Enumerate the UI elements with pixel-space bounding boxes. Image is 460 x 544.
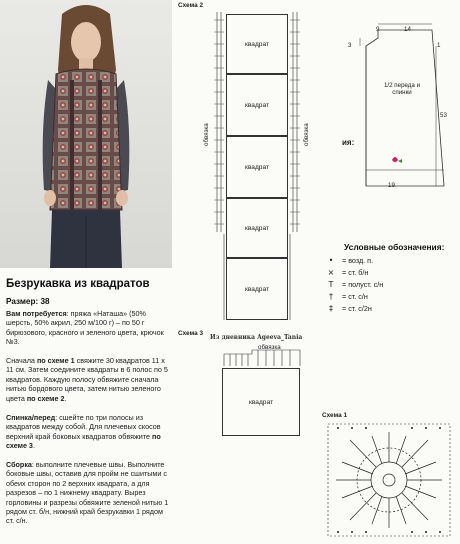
dim-bottom: 19 [388, 182, 395, 189]
p1-text-b: свяжите 30 квадратов 11 х 11 см. Затем соедините квадраты в 6 полос по 5 квадратов. Каждую полосу обвяжите сначала нитью бордового цвета, затем нитью зеленого цвета [6, 356, 168, 403]
scheme3-watermark: Из дневника Ageeva_Tania [210, 334, 303, 341]
p1-bold-a: по схеме 1 [36, 356, 75, 365]
scheme2-square-1: квадрат [226, 14, 288, 74]
scheme2-edge-right-label: обвязка [303, 123, 310, 146]
p2-text-a: : сшейте по три полосы из квадратов между собой. Для плечевых скосов верхний край боковых квадратов обвяжите [6, 413, 161, 441]
legend-text: = возд. п. [342, 255, 374, 265]
dim-right: 53 [440, 112, 447, 119]
legend-item [324, 302, 454, 314]
p2-bold-a: Спинка/перед [6, 413, 56, 422]
legend-text: = ст. б/н [342, 267, 369, 277]
materials-paragraph [6, 309, 170, 347]
pattern-center-label: 1/2 переда и спинки [383, 82, 421, 96]
paragraph-squares [6, 356, 170, 403]
legend-item [324, 254, 454, 266]
legend-item [324, 278, 454, 290]
legend-text: = ст. с/2н [342, 303, 372, 313]
p3-text: : выполните плечевые швы. Выполните боковые швы, оставив для пройм не сшитыми с обеих сторон по 2 верхних квадрата, а для разрезов – по 1 нижнему квадрату. Вырез горловины и разрезы обвяжите зеленой нитью 1 рядом ст. б/н, нижний край безрукавки 1 рядом ст. с/н. [6, 460, 169, 526]
scheme2-label: Схема 2 [178, 2, 204, 9]
legend-text: = полуст. с/н [342, 279, 384, 289]
scheme2-square-2: квадрат [226, 74, 288, 136]
legend-text: = ст. с/н [342, 291, 368, 301]
scheme3-square: квадрат [222, 368, 300, 436]
chain-stitch-icon: • [328, 255, 334, 265]
double-crochet-icon: † [329, 291, 333, 301]
materials-lead: Вам потребуется [6, 309, 67, 318]
scheme1-diagram [322, 418, 456, 542]
p1-text-a: Сначала [6, 356, 37, 365]
model-illustration [0, 0, 172, 268]
flower-icon [392, 157, 398, 162]
paragraph-assembly [6, 460, 170, 526]
dim-top-right: 14 [404, 26, 411, 33]
scheme2-square-5: квадрат [226, 258, 288, 320]
dim-right-top: 1 [437, 42, 441, 49]
legend-item [324, 290, 454, 302]
scheme2-diagram [214, 8, 300, 324]
scheme3-label: Схема 3 [178, 330, 204, 337]
leaf-icon [398, 159, 402, 163]
scheme2-edge-left-label: обвязка [203, 123, 210, 146]
legend-item [324, 266, 454, 278]
legend-title: Условные обозначения: [344, 242, 445, 252]
p2-text-b: . [32, 441, 35, 451]
scheme2-square-3: квадрат [226, 136, 288, 198]
p1-text-c: . [64, 393, 67, 403]
scheme3-edge-label: обвязка [258, 344, 281, 351]
size-label: Размер: 38 [6, 297, 50, 306]
dim-top-left: 9 [376, 26, 380, 33]
dim-left: 3 [348, 42, 352, 49]
p3-bold-a: Сборка [6, 460, 32, 469]
scheme2-square-4: квадрат [226, 198, 288, 258]
single-crochet-icon: × [327, 267, 335, 277]
p1-bold-b: по схеме 2 [26, 393, 65, 403]
materials-text: : пряжа «Наташа» (50% шерсть, 50% акрил, 250 м/100 г) – по 50 г бирюзового, красного и зеленого цвета, крючок №3. [6, 309, 164, 347]
p2-bold-b: по схеме 3 [6, 431, 161, 451]
scheme1-label: Схема 1 [322, 412, 348, 419]
treble-crochet-icon: ‡ [329, 303, 333, 313]
model-photo [0, 0, 172, 268]
scheme3-edge-diagram [222, 348, 302, 368]
pattern-cut-label: ия: [342, 138, 355, 147]
half-double-crochet-icon: Т [328, 279, 334, 289]
article-title: Безрукавка из квадратов [6, 278, 150, 290]
paragraph-back-front [6, 413, 170, 451]
legend-list [324, 254, 454, 314]
